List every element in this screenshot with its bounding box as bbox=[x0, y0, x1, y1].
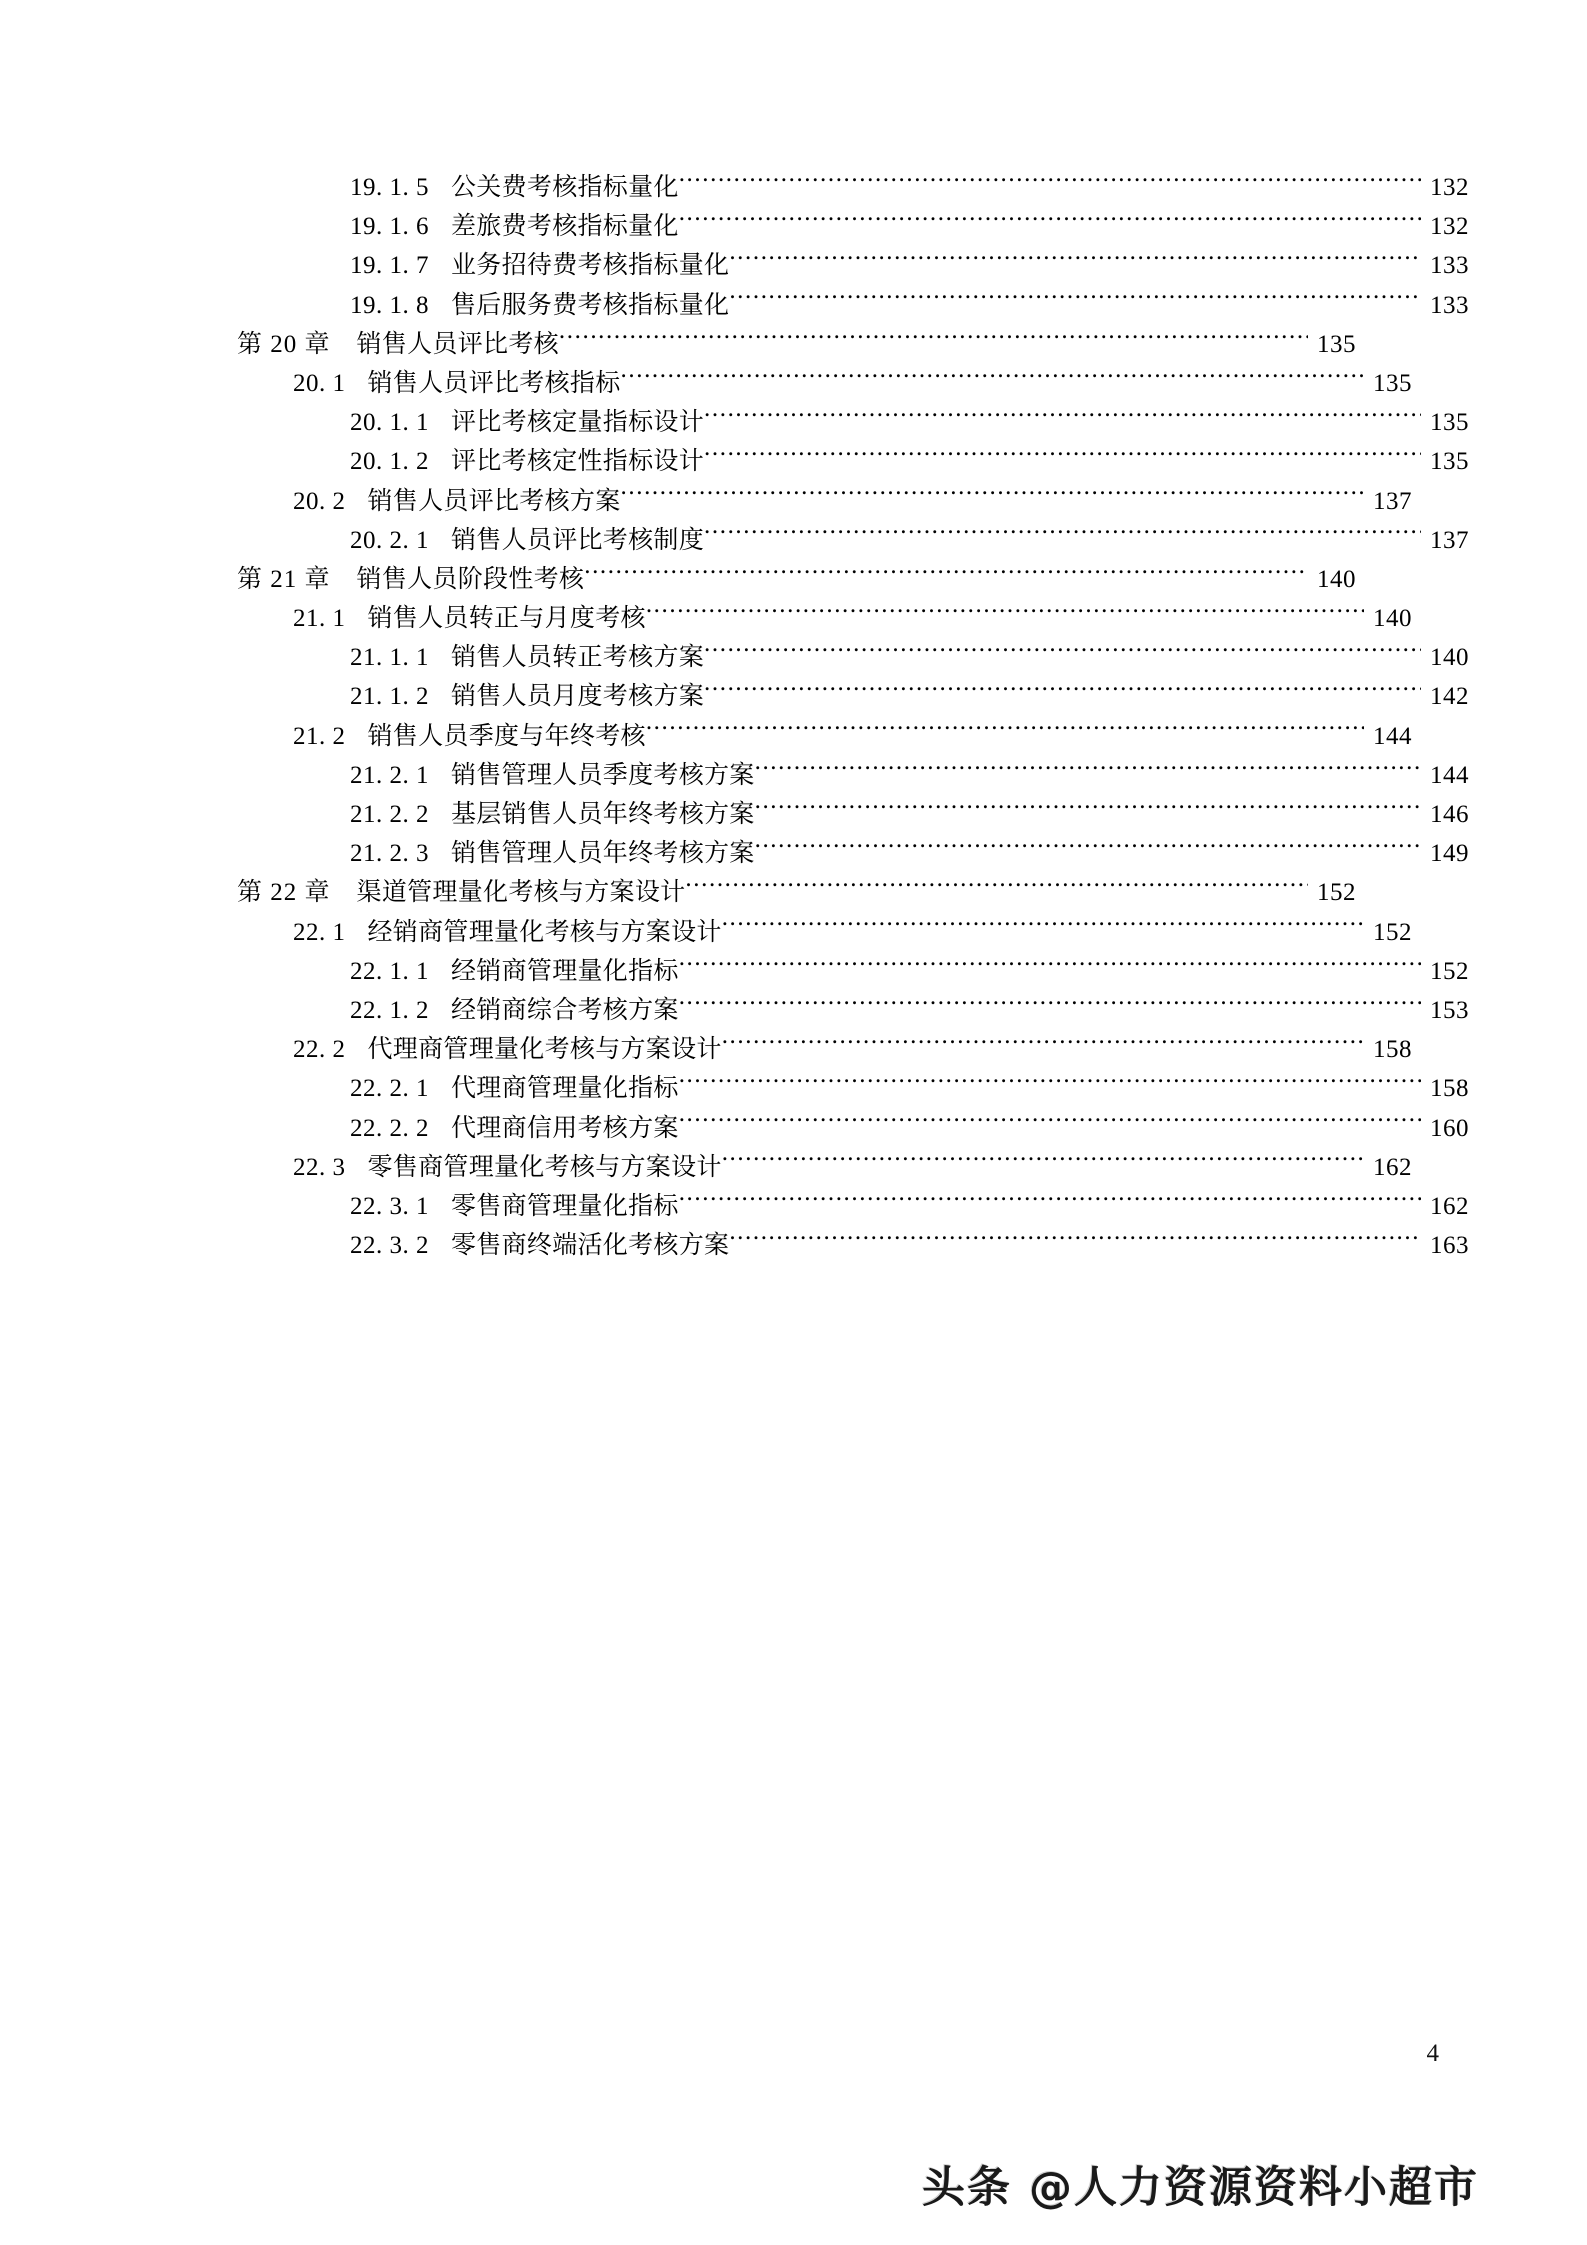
toc-dot-leader bbox=[704, 444, 1421, 469]
toc-entry-title: 代理商信用考核方案 bbox=[451, 1114, 679, 1142]
toc-entry[interactable] bbox=[237, 246, 1469, 285]
toc-entry-number: 21. 2. 3 bbox=[350, 840, 429, 868]
toc-dot-leader bbox=[729, 1228, 1421, 1253]
toc-dot-leader bbox=[704, 405, 1421, 430]
toc-entry-title: 基层销售人员年终考核方案 bbox=[451, 801, 755, 828]
toc-entry-number: 21. 1. 2 bbox=[350, 683, 429, 711]
toc-entry-title: 销售人员评比考核方案 bbox=[367, 487, 621, 515]
toc-entry[interactable] bbox=[237, 873, 1356, 912]
toc-entry[interactable] bbox=[237, 325, 1356, 364]
toc-entry[interactable] bbox=[237, 560, 1356, 599]
toc-entry-page-number: 149 bbox=[1430, 840, 1469, 868]
toc-entry-title: 评比考核定性指标设计 bbox=[451, 448, 705, 476]
toc-entry[interactable] bbox=[237, 168, 1469, 207]
toc-entry-number: 22. 3 bbox=[293, 1153, 346, 1181]
toc-entry-number: 22. 1. 2 bbox=[350, 996, 429, 1024]
toc-dot-leader bbox=[755, 797, 1421, 822]
toc-entry[interactable] bbox=[237, 677, 1469, 716]
toc-entry-title: 销售管理人员季度考核方案 bbox=[451, 761, 755, 789]
toc-entry[interactable] bbox=[237, 521, 1469, 560]
toc-entry-number: 21. 1. 1 bbox=[350, 644, 429, 672]
toc-entry-title: 差旅费考核指标量化 bbox=[451, 213, 679, 241]
toc-entry-page-number: 146 bbox=[1430, 801, 1469, 828]
toc-entry[interactable] bbox=[237, 952, 1469, 991]
toc-entry-title: 销售人员评比考核制度 bbox=[451, 526, 705, 554]
toc-dot-leader bbox=[704, 523, 1421, 548]
toc-entry[interactable] bbox=[237, 756, 1469, 795]
toc-entry-page-number: 162 bbox=[1430, 1192, 1469, 1220]
toc-entry-title: 渠道管理量化考核与方案设计 bbox=[356, 879, 686, 907]
toc-entry-title: 代理商管理量化考核与方案设计 bbox=[367, 1036, 722, 1064]
toc-entry-title: 零售商管理量化指标 bbox=[451, 1192, 679, 1220]
toc-entry[interactable] bbox=[237, 638, 1469, 677]
toc-dot-leader bbox=[755, 836, 1421, 861]
toc-entry-page-number: 135 bbox=[1430, 448, 1469, 476]
toc-entry-number: 22. 1 bbox=[293, 918, 346, 946]
toc-entry-page-number: 144 bbox=[1373, 722, 1412, 750]
toc-entry-page-number: 162 bbox=[1373, 1153, 1412, 1181]
toc-entry[interactable] bbox=[237, 834, 1469, 873]
toc-entry-number: 20. 1. 1 bbox=[350, 409, 429, 437]
toc-entry[interactable] bbox=[237, 1148, 1412, 1187]
toc-dot-leader bbox=[679, 1071, 1421, 1096]
watermark-text: 头条 @人力资源资料小超市 bbox=[922, 2163, 1479, 2213]
toc-entry-number: 22. 2 bbox=[293, 1036, 346, 1064]
toc-entry-title: 售后服务费考核指标量化 bbox=[451, 291, 730, 319]
toc-dot-leader bbox=[729, 248, 1421, 273]
toc-entry[interactable] bbox=[237, 286, 1469, 325]
toc-entry-page-number: 152 bbox=[1430, 957, 1469, 985]
toc-entry-page-number: 137 bbox=[1430, 526, 1469, 554]
toc-dot-leader bbox=[722, 1150, 1364, 1175]
toc-dot-leader bbox=[722, 915, 1364, 940]
toc-entry-page-number: 152 bbox=[1317, 879, 1356, 907]
toc-dot-leader bbox=[621, 366, 1364, 391]
toc-entry-page-number: 137 bbox=[1373, 487, 1412, 515]
toc-entry-page-number: 132 bbox=[1430, 213, 1469, 241]
toc-entry-page-number: 140 bbox=[1430, 644, 1469, 672]
toc-entry[interactable] bbox=[237, 913, 1412, 952]
toc-entry-title: 经销商管理量化考核与方案设计 bbox=[367, 918, 722, 946]
toc-entry[interactable] bbox=[237, 1030, 1412, 1069]
toc-entry[interactable] bbox=[237, 1187, 1469, 1226]
toc-entry-number: 21. 2. 1 bbox=[350, 761, 429, 789]
toc-entry[interactable] bbox=[237, 1226, 1469, 1265]
toc-entry-page-number: 163 bbox=[1430, 1232, 1469, 1260]
toc-entry-title: 销售管理人员年终考核方案 bbox=[451, 840, 755, 868]
toc-entry-page-number: 160 bbox=[1430, 1114, 1469, 1142]
toc-entry-number: 20. 1 bbox=[293, 369, 346, 397]
toc-dot-leader bbox=[755, 758, 1421, 783]
toc-entry-title: 评比考核定量指标设计 bbox=[451, 409, 705, 437]
toc-entry-page-number: 135 bbox=[1373, 369, 1412, 397]
toc-entry[interactable] bbox=[237, 364, 1412, 403]
toc-entry-title: 销售人员月度考核方案 bbox=[451, 683, 705, 711]
toc-entry-number: 22. 3. 2 bbox=[350, 1232, 429, 1260]
toc-dot-leader bbox=[679, 170, 1421, 195]
toc-entry-title: 销售人员阶段性考核 bbox=[356, 565, 585, 593]
toc-entry-number: 19. 1. 6 bbox=[350, 213, 429, 241]
toc-entry-number: 19. 1. 8 bbox=[350, 291, 429, 319]
toc-dot-leader bbox=[559, 327, 1308, 352]
toc-entry-number: 20. 2. 1 bbox=[350, 526, 429, 554]
toc-entry[interactable] bbox=[237, 599, 1412, 638]
toc-entry[interactable] bbox=[237, 1109, 1469, 1148]
toc-entry-title: 销售人员评比考核 bbox=[356, 330, 559, 358]
toc-entry-title: 经销商管理量化指标 bbox=[451, 957, 679, 985]
toc-entry-page-number: 133 bbox=[1430, 291, 1469, 319]
toc-entry-title: 销售人员转正与月度考核 bbox=[367, 605, 646, 633]
toc-entry[interactable] bbox=[237, 403, 1469, 442]
toc-entry[interactable] bbox=[237, 482, 1412, 521]
toc-dot-leader bbox=[679, 1189, 1421, 1214]
toc-dot-leader bbox=[685, 875, 1308, 900]
toc-entry-page-number: 158 bbox=[1373, 1036, 1412, 1064]
toc-entry-number: 22. 2. 1 bbox=[350, 1075, 429, 1103]
toc-entry-page-number: 144 bbox=[1430, 761, 1469, 789]
toc-entry-number: 22. 2. 2 bbox=[350, 1114, 429, 1142]
toc-dot-leader bbox=[646, 601, 1364, 626]
toc-entry-number: 20. 1. 2 bbox=[350, 448, 429, 476]
toc-entry-number: 21. 2. 2 bbox=[350, 801, 429, 828]
toc-dot-leader bbox=[679, 993, 1421, 1018]
toc-dot-leader bbox=[679, 954, 1421, 979]
toc-entry-page-number: 153 bbox=[1430, 996, 1469, 1024]
toc-dot-leader bbox=[646, 719, 1364, 744]
toc-entry-number: 20. 2 bbox=[293, 487, 346, 515]
toc-entry-page-number: 135 bbox=[1430, 409, 1469, 437]
toc-dot-leader bbox=[704, 679, 1421, 704]
toc-entry-page-number: 158 bbox=[1430, 1075, 1469, 1103]
toc-entry-number: 第 22 章 bbox=[237, 879, 331, 907]
toc-dot-leader bbox=[621, 484, 1364, 509]
toc-entry-title: 销售人员评比考核指标 bbox=[367, 369, 621, 397]
toc-entry-page-number: 135 bbox=[1317, 330, 1356, 358]
toc-entry[interactable] bbox=[237, 795, 1469, 834]
toc-entry-title: 代理商管理量化指标 bbox=[451, 1075, 679, 1103]
toc-dot-leader bbox=[679, 1111, 1421, 1136]
toc-entry-number: 19. 1. 7 bbox=[350, 252, 429, 280]
toc-entry-number: 21. 1 bbox=[293, 605, 346, 633]
toc-entry-title: 经销商综合考核方案 bbox=[451, 996, 679, 1024]
toc-entry-page-number: 140 bbox=[1373, 605, 1412, 633]
toc-entry-number: 22. 1. 1 bbox=[350, 957, 429, 985]
toc-entry[interactable] bbox=[237, 991, 1469, 1030]
toc-entry-title: 销售人员转正考核方案 bbox=[451, 644, 705, 672]
toc-entry-page-number: 140 bbox=[1317, 565, 1356, 593]
toc-entry-title: 销售人员季度与年终考核 bbox=[367, 722, 646, 750]
toc-dot-leader bbox=[584, 562, 1308, 587]
toc-entry-number: 19. 1. 5 bbox=[350, 174, 429, 201]
toc-entry-number: 第 20 章 bbox=[237, 330, 331, 358]
page-folio: 4 bbox=[1426, 2040, 1439, 2067]
toc-entry[interactable] bbox=[237, 717, 1412, 756]
toc-entry-title: 公关费考核指标量化 bbox=[451, 174, 679, 201]
toc-entry-title: 业务招待费考核指标量化 bbox=[451, 252, 730, 280]
table-of-contents bbox=[237, 168, 1469, 1265]
toc-dot-leader bbox=[704, 640, 1421, 665]
toc-entry-page-number: 133 bbox=[1430, 252, 1469, 280]
toc-dot-leader bbox=[729, 288, 1421, 313]
toc-entry[interactable] bbox=[237, 207, 1469, 246]
toc-entry-page-number: 132 bbox=[1430, 174, 1469, 201]
toc-dot-leader bbox=[722, 1032, 1364, 1057]
toc-entry-page-number: 142 bbox=[1430, 683, 1469, 711]
toc-entry-number: 21. 2 bbox=[293, 722, 346, 750]
toc-entry-page-number: 152 bbox=[1373, 918, 1412, 946]
toc-entry-number: 22. 3. 1 bbox=[350, 1192, 429, 1220]
toc-entry-title: 零售商终端活化考核方案 bbox=[451, 1232, 730, 1260]
toc-dot-leader bbox=[679, 209, 1421, 234]
toc-entry[interactable] bbox=[237, 442, 1469, 481]
toc-entry[interactable] bbox=[237, 1069, 1469, 1108]
toc-entry-number: 第 21 章 bbox=[237, 565, 331, 593]
toc-entry-title: 零售商管理量化考核与方案设计 bbox=[367, 1153, 722, 1181]
